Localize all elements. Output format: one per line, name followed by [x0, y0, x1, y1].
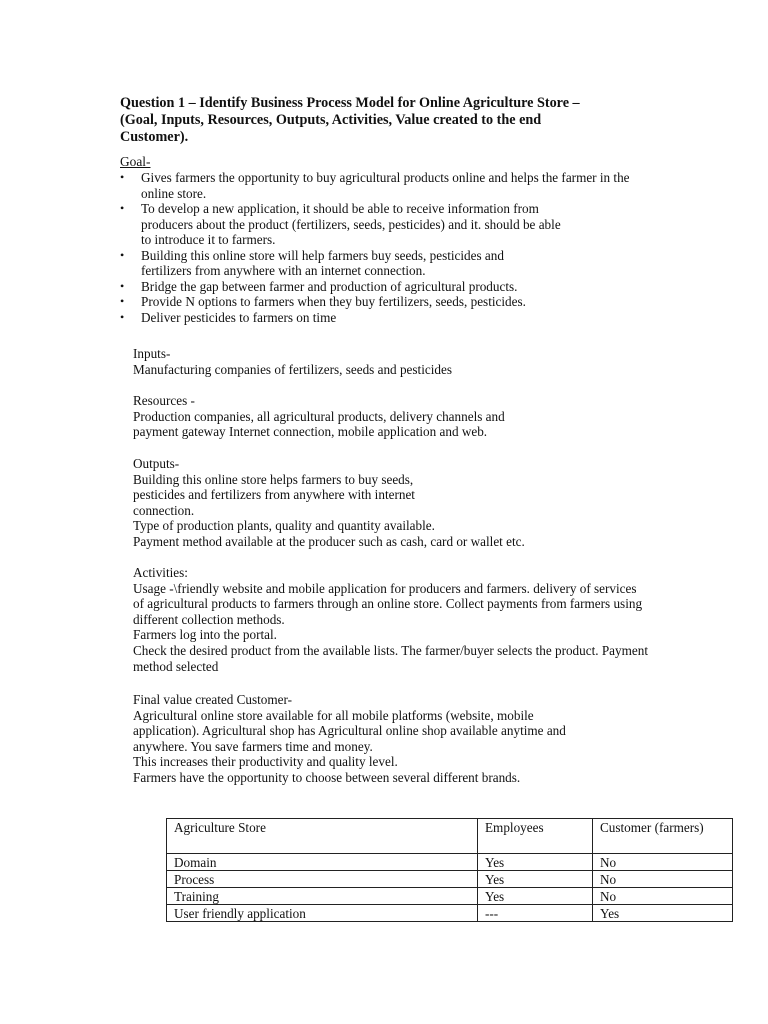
section-line: Type of production plants, quality and quantity available. [133, 518, 435, 534]
outputs-section [133, 456, 733, 550]
section-line: of agricultural products to farmers through an online store. Collect payments from farmers using [133, 596, 643, 612]
goal-item [120, 310, 680, 326]
section-line: Farmers log into the portal. [133, 627, 277, 643]
section-heading: Outputs- [133, 456, 180, 471]
table-cell: Yes [593, 905, 733, 922]
goal-item [120, 170, 680, 201]
table-row [167, 905, 733, 922]
table-cell: No [593, 854, 733, 871]
section-line: anywhere. You save farmers time and money. [133, 738, 373, 754]
table-cell: Yes [478, 854, 593, 871]
table-row [167, 871, 733, 888]
section-heading: Inputs- [133, 346, 171, 361]
goal-list [120, 170, 680, 325]
table-cell: Domain [167, 854, 478, 871]
goal-item-line: Deliver pesticides to farmers on time [141, 309, 337, 325]
goal-item-line: Building this online store will help farmers buy seeds, pesticides and [141, 247, 504, 263]
section-line: Building this online store helps farmers to buy seeds, [133, 471, 414, 487]
table-row [167, 854, 733, 871]
question-title [120, 95, 640, 146]
section-line: payment gateway Internet connection, mobile application and web. [133, 424, 488, 440]
table-cell: Yes [478, 871, 593, 888]
inputs-section [133, 346, 733, 377]
final-value-section [133, 692, 733, 786]
table-header-row [167, 819, 733, 854]
resources-section [133, 393, 733, 440]
section-line: Manufacturing companies of fertilizers, seeds and pesticides [133, 361, 452, 377]
bullet-icon: • [120, 294, 125, 308]
section-line: pesticides and fertilizers from anywhere with internet [133, 487, 415, 503]
activities-section [133, 565, 733, 674]
bullet-icon: • [120, 309, 125, 324]
table-header-cell: Agriculture Store [167, 819, 478, 854]
section-line: Check the desired product from the available lists. The farmer/buyer selects the product. Payment [133, 642, 649, 658]
goal-item-line: Provide N options to farmers when they buy fertilizers, seeds, pesticides. [141, 294, 526, 309]
section-line: different collection methods. [133, 611, 285, 627]
goal-item-line: to introduce it to farmers. [141, 232, 276, 247]
goal-item [120, 279, 680, 295]
table-cell: No [593, 871, 733, 888]
goal-item-line: fertilizers from anywhere with an internet connection. [141, 263, 426, 278]
bullet-icon: • [120, 201, 125, 215]
table-cell: Training [167, 888, 478, 905]
goal-item-line: Gives farmers the opportunity to buy agricultural products online and helps the farmer in the [141, 170, 630, 185]
section-line: Usage -\friendly website and mobile application for producers and farmers. delivery of services [133, 580, 637, 596]
goal-heading: Goal- [120, 154, 151, 169]
bullet-icon: • [120, 170, 125, 184]
section-heading: Resources - [133, 393, 195, 408]
table-cell: --- [478, 905, 593, 922]
goal-item [120, 201, 680, 248]
goal-item-line: Bridge the gap between farmer and production of agricultural products. [141, 278, 518, 294]
section-heading: Final value created Customer- [133, 692, 293, 707]
title-line: (Goal, Inputs, Resources, Outputs, Activities, Value created to the end [120, 112, 542, 128]
goal-item-line: producers about the product (fertilizers, seeds, pesticides) and it. should be able [141, 216, 561, 232]
section-line: Payment method available at the producer such as cash, card or wallet etc. [133, 533, 525, 549]
title-line: Customer). [120, 129, 189, 145]
section-heading: Activities: [133, 565, 188, 580]
section-line: Production companies, all agricultural products, delivery channels and [133, 408, 505, 424]
table-header-cell: Customer (farmers) [593, 819, 733, 854]
table-cell: User friendly application [167, 905, 478, 922]
comparison-table [166, 818, 733, 922]
goal-item [120, 248, 680, 279]
title-line: Question 1 – Identify Business Process Model for Online Agriculture Store – [120, 95, 580, 111]
goal-item [120, 294, 680, 310]
table-cell: No [593, 888, 733, 905]
goal-item-line: online store. [141, 185, 207, 201]
table-cell: Yes [478, 888, 593, 905]
section-line: This increases their productivity and quality level. [133, 754, 398, 770]
section-line: connection. [133, 502, 195, 518]
section-line: application). Agricultural shop has Agricultural online shop available anytime and [133, 723, 566, 739]
goal-item-line: To develop a new application, it should be able to receive information from [141, 201, 539, 216]
table-cell: Process [167, 871, 478, 888]
bullet-icon: • [120, 247, 125, 262]
table-row [167, 888, 733, 905]
table-header-cell: Employees [478, 819, 593, 854]
section-line: Agricultural online store available for all mobile platforms (website, mobile [133, 707, 534, 723]
section-line: method selected [133, 658, 219, 674]
section-line: Farmers have the opportunity to choose between several different brands. [133, 769, 521, 785]
bullet-icon: • [120, 278, 125, 293]
